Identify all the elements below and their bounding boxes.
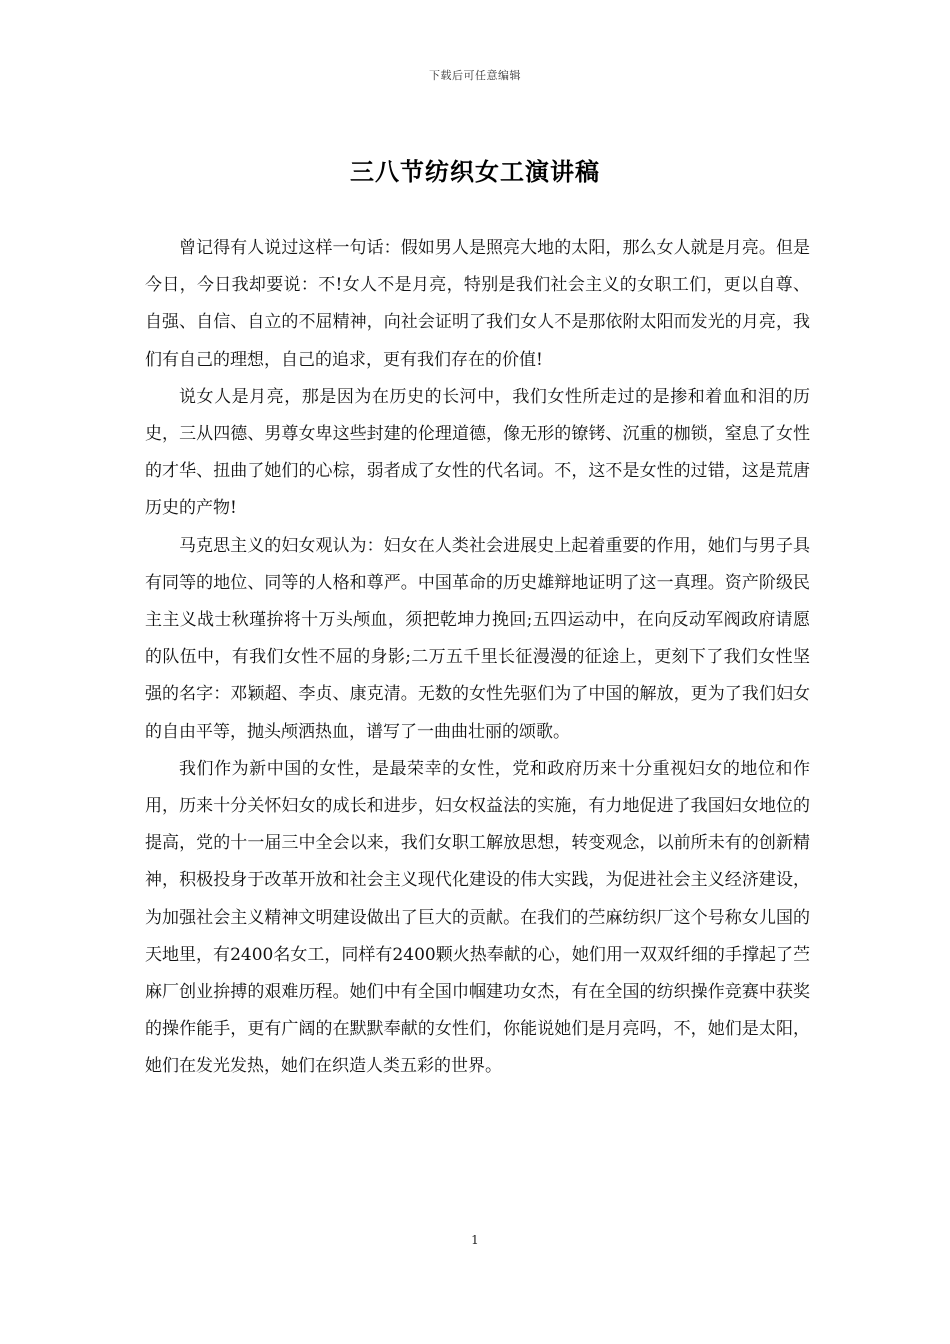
paragraph: 马克思主义的妇女观认为：妇女在人类社会进展史上起着重要的作用，她们与男子具有同等的地位、同等的人格和尊严。中国革命的历史雄辩地证明了这一真理。资产阶级民主主义战士秋瑾拚将十万头颅血，须把乾坤力挽回;五四运动中，在向反动军阀政府请愿的队伍中，有我们女性不屈的身影;二万五千里长征漫漫的征途上，更刻下了我们女性坚强的名字：邓颖超、李贞、康克清。无数的女性先驱们为了中国的解放，更为了我们妇女的自由平等，抛头颅洒热血，谱写了一曲曲壮丽的颂歌。 xyxy=(145,535,810,742)
paragraph: 我们作为新中国的女性，是最荣幸的女性，党和政府历来十分重视妇女的地位和作用，历来十分关怀妇女的成长和进步，妇女权益法的实施，有力地促进了我国妇女地位的提高，党的十一届三中全会以来，我们女职工解放思想，转变观念，以前所未有的创新精神，积极投身于改革开放和社会主义现代化建设的伟大实践，为促进社会主义经济建设，为加强社会主义精神文明建设做出了巨大的贡献。在我们的苎麻纺织厂这个号称女儿国的天地里，有2400名女工，同样有2400颗火热奉献的心，她们用一双双纤细的手撑起了苎麻厂创业拚搏的艰难历程。她们中有全国巾帼建功女杰，有在全国的纺织操作竞赛中获奖的操作能手，更有广阔的在默默奉献的女性们，你能说她们是月亮吗，不，她们是太阳，她们在发光发热，她们在织造人类五彩的世界。 xyxy=(145,758,810,1077)
paragraph: 曾记得有人说过这样一句话：假如男人是照亮大地的太阳，那么女人就是月亮。但是今日，今日我却要说：不!女人不是月亮，特别是我们社会主义的女职工们，更以自尊、自强、自信、自立的不屈精神，向社会证明了我们女人不是那依附太阳而发光的月亮，我们有自己的理想，自己的追求，更有我们存在的价值! xyxy=(145,238,810,370)
document-body xyxy=(145,230,810,1086)
header-note: 下载后可任意编辑 xyxy=(429,69,521,82)
paragraph: 说女人是月亮，那是因为在历史的长河中，我们女性所走过的是掺和着血和泪的历史，三从四德、男尊女卑这些封建的伦理道德，像无形的镣铐、沉重的枷锁，窒息了女性的才华、扭曲了她们的心棕，弱者成了女性的代名词。不，这不是女性的过错，这是荒唐历史的产物! xyxy=(145,386,810,519)
page-number: 1 xyxy=(471,1233,479,1247)
document-title: 三八节纺织女工演讲稿 xyxy=(350,157,600,186)
